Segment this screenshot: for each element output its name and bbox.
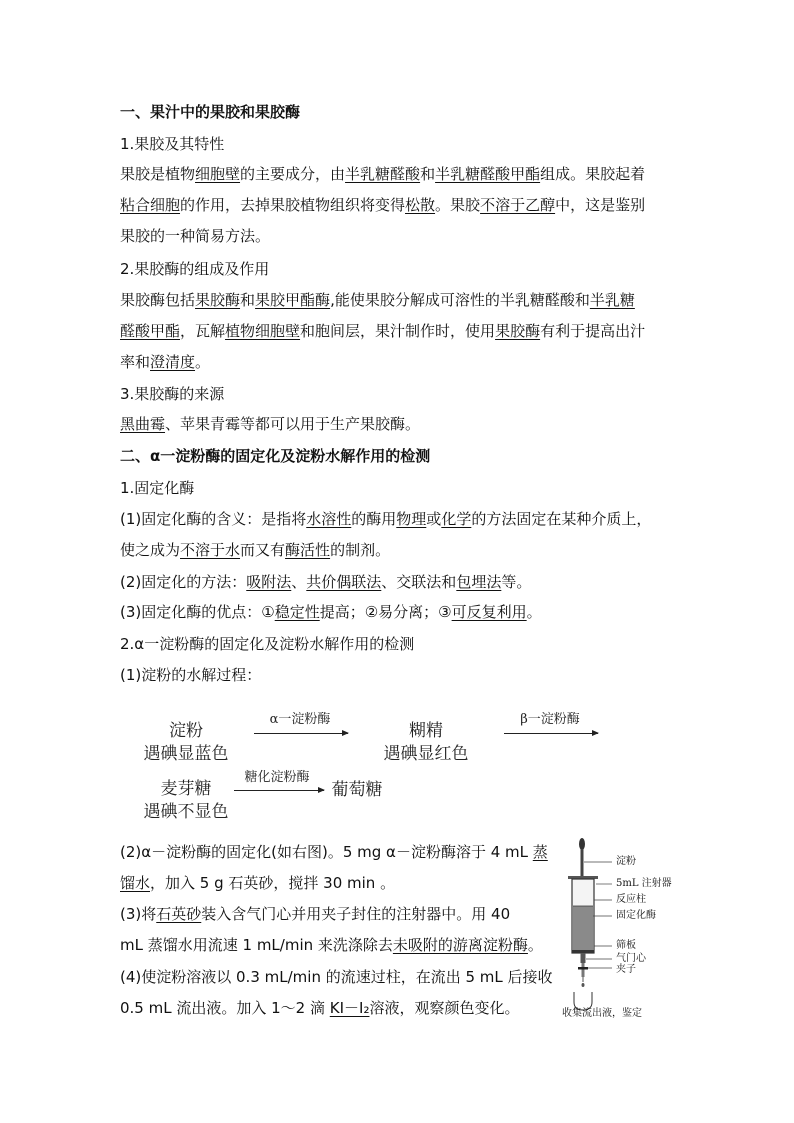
arrow-label-glucoamylase: 糖化淀粉酶 [244,770,310,785]
paragraph-1-1-line-2: 粘合细胞的作用，去掉果胶植物组织将变得松散。果胶不溶于乙醇中，这是鉴别 [120,196,646,214]
figure-label-clip: 夹子 [616,964,636,975]
step-4-line-2: 0.5 mL 流出液。加入 1～2 滴 KI－I₂溶液，观察颜色变化。 [120,999,520,1017]
arrow-3 [234,790,324,791]
item-2-1-3: (3)固定化酶的优点：①稳定性提高；②易分离；③可反复利用。 [120,603,542,621]
dropper-bulb [579,838,585,850]
syringe-apparatus-figure [560,834,680,1024]
item-2-1-1-line-1: (1)固定化酶的含义：是指将水溶性的酶用物理或化学的方法固定在某种介质上， [120,510,652,528]
arrow-label-alpha-amylase: α一淀粉酶 [269,712,331,727]
figure-label-enzyme: 固定化酶 [616,910,656,921]
subheading-2-1: 1.固定化酶 [120,479,195,497]
subheading-1-1: 1.果胶及其特性 [120,135,225,153]
arrow-label-beta-amylase: β一淀粉酶 [520,712,580,727]
arrow-1 [254,733,348,734]
figure-label-sieve: 筛板 [616,940,636,951]
item-2-1-2: (2)固定化的方法：吸附法、共价偶联法、交联法和包埋法等。 [120,573,532,591]
step-2-line-2: 馏水，加入 5 g 石英砂，搅拌 30 min 。 [120,874,396,892]
flow-dextrin: 糊精 [409,721,443,741]
figure-label-valve: 气门心 [616,953,646,964]
section-2-title: 二、α一淀粉酶的固定化及淀粉水解作用的检测 [120,447,431,465]
step-3-line-1: (3)将石英砂装入含气门心并用夹子封住的注射器中。用 40 [120,905,511,923]
section-1-title: 一、果汁中的果胶和果胶酶 [120,103,301,121]
flow-dextrin-color: 遇碘显红色 [383,744,469,764]
paragraph-1-1-line-1: 果胶是植物细胞壁的主要成分，由半乳糖醛酸和半乳糖醛酸甲酯组成。果胶起着 [120,165,646,183]
clip-drawing [578,967,588,970]
paragraph-1-2-line-1: 果胶酶包括果胶酶和果胶甲酯酶,能使果胶分解成可溶性的半乳糖醛酸和半乳糖 [120,291,635,309]
paragraph-1-1-line-3: 果胶的一种简易方法。 [120,227,271,245]
sieve-plate [572,950,594,953]
flow-maltose-color: 遇碘不显色 [143,802,229,822]
flow-starch-color: 遇碘显蓝色 [143,744,229,764]
step-2-line-1: (2)α－淀粉酶的固定化(如右图)。5 mg α－淀粉酶溶于 4 mL 蒸 [120,843,548,861]
item-2-1-1-line-2: 使之成为不溶于水而又有酶活性的制剂。 [120,541,391,559]
paragraph-1-2-line-2: 醛酸甲酯，瓦解植物细胞壁和胞间层，果汁制作时，使用果胶酶有利于提高出汁 [120,322,646,340]
flow-glucose: 葡萄糖 [331,780,383,800]
item-2-2-1: (1)淀粉的水解过程： [120,666,262,684]
paragraph-1-3: 黑曲霉、苹果青霉等都可以用于生产果胶酶。 [120,415,421,433]
paragraph-1-2-line-3: 率和澄清度。 [120,353,211,371]
figure-caption: 收集流出液，鉴定 [562,1008,642,1019]
subheading-1-2: 2.果胶酶的组成及作用 [120,260,270,278]
step-4-line-1: (4)使淀粉溶液以 0.3 mL/min 的流速过柱，在流出 5 mL 后接收 [120,968,553,986]
flow-maltose: 麦芽糖 [160,779,212,799]
step-3-line-2: mL 蒸馏水用流速 1 mL/min 来洗涤除去未吸附的游离淀粉酶。 [120,936,543,954]
subheading-2-2: 2.α一淀粉酶的固定化及淀粉水解作用的检测 [120,635,415,653]
subheading-1-3: 3.果胶酶的来源 [120,385,225,403]
immobilized-enzyme [573,906,593,952]
figure-label-starch: 淀粉 [616,856,636,867]
figure-label-column: 反应柱 [616,894,646,905]
arrow-2 [504,733,598,734]
flow-starch: 淀粉 [169,721,203,741]
figure-label-syringe: 5mL 注射器 [616,878,672,889]
